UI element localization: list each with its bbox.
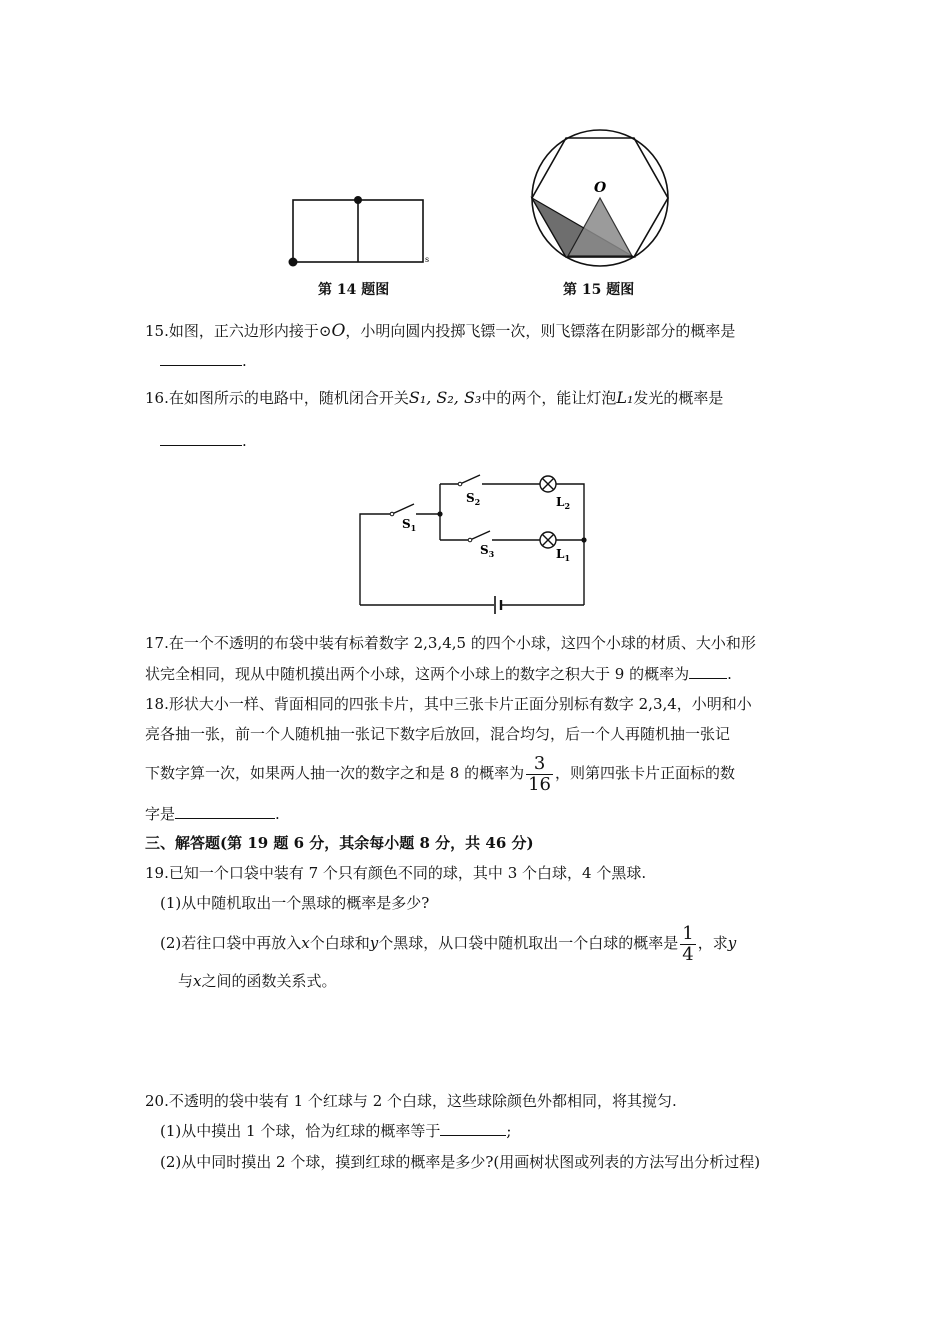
q19-stem: 19.已知一个口袋中装有 7 个只有颜色不同的球，其中 3 个白球，4 个黑球. bbox=[145, 864, 647, 882]
figure-15 bbox=[528, 126, 673, 271]
q15-end: . bbox=[242, 352, 247, 370]
q19-part-1: (1)从中随机取出一个黑球的概率是多少? bbox=[160, 894, 430, 912]
q19-var-y-2: y bbox=[727, 934, 737, 952]
circuit-diagram bbox=[350, 470, 600, 615]
q18-line-4 bbox=[145, 803, 280, 825]
q19-part-2-cont bbox=[178, 970, 337, 992]
switch-s1-pivot bbox=[390, 512, 394, 516]
q16-answer-line bbox=[160, 430, 247, 452]
q16-end: . bbox=[242, 432, 247, 450]
q17-line-1: 17.在一个不透明的布袋中装有标着数字 2,3,4,5 的四个小球，这四个小球的材质、大小和形 bbox=[145, 634, 756, 652]
switch-s2-pivot bbox=[458, 482, 462, 486]
q16-lamp: L₁ bbox=[616, 388, 634, 407]
q18-frac-den: 16 bbox=[528, 773, 551, 795]
label-l1: $L_1$ bbox=[556, 547, 571, 563]
q16-text-c: 发光的概率是 bbox=[633, 389, 724, 407]
fig14-caption: 第 14 题图 bbox=[318, 282, 390, 298]
q18-line-1: 18.形状大小一样、背面相同的四张卡片，其中三张卡片正面分别标有数字 2,3,4，小明和小 bbox=[145, 695, 752, 713]
q20-stem: 20.不透明的袋中装有 1 个红球与 2 个白球，这些球除颜色外都相同，将其搅匀. bbox=[145, 1092, 677, 1110]
q17-end: . bbox=[727, 665, 732, 683]
q18-blank[interactable] bbox=[175, 803, 275, 819]
q20-part-1 bbox=[160, 1120, 511, 1142]
switch-s2-blade bbox=[460, 475, 480, 484]
q16-switches: S₁, S₂, S₃ bbox=[408, 388, 482, 407]
q17-line-2-text: 状完全相同，现从中随机摸出两个小球，这两个小球上的数字之积大于 9 的概率为 bbox=[145, 665, 690, 683]
q19-p2-b: 个白球和 bbox=[309, 934, 370, 952]
q15-text-a: 15.如图，正六边形内接于⊙ bbox=[145, 322, 332, 340]
q19-frac-num: 1 bbox=[682, 922, 694, 944]
q15-var-o: O bbox=[331, 321, 346, 341]
q19-var-x-2: x bbox=[193, 972, 202, 990]
q19-p2-d: ，求 bbox=[697, 934, 728, 952]
q16-blank[interactable] bbox=[160, 430, 242, 446]
junction-dot-left bbox=[437, 511, 442, 516]
q18-line-3-b: ，则第四张卡片正面标的数 bbox=[555, 764, 736, 782]
label-s2: $S_2$ bbox=[466, 491, 481, 507]
q19-var-y: y bbox=[369, 934, 379, 952]
q17-blank[interactable] bbox=[689, 663, 727, 679]
fig15-caption: 第 15 题图 bbox=[563, 282, 635, 298]
q19-p3-b: 之间的函数关系式。 bbox=[201, 972, 337, 990]
q20-p1-end: ; bbox=[506, 1122, 512, 1140]
question-16 bbox=[145, 387, 723, 409]
q20-blank[interactable] bbox=[440, 1120, 506, 1136]
label-s3: $S_3$ bbox=[480, 543, 495, 559]
q20-p1-text: (1)从中摸出 1 个球，恰为红球的概率等于 bbox=[160, 1122, 441, 1140]
q19-fraction bbox=[680, 924, 695, 965]
fig15-center-label: O bbox=[594, 180, 607, 196]
q17-line-2 bbox=[145, 663, 732, 685]
figure-14 bbox=[285, 190, 435, 270]
q19-var-x: x bbox=[301, 934, 310, 952]
fig14-stray-mark: s bbox=[425, 255, 430, 264]
q19-p3-a: 与 bbox=[178, 972, 194, 990]
section-3-title: 三、解答题(第 19 题 6 分，其余每小题 8 分，共 46 分) bbox=[145, 834, 534, 852]
q18-end: . bbox=[275, 805, 280, 823]
q15-answer-line bbox=[160, 350, 247, 372]
q19-p2-c: 个黑球，从口袋中随机取出一个白球的概率是 bbox=[378, 934, 679, 952]
junction-dot-right bbox=[581, 537, 586, 542]
label-l2: $L_2$ bbox=[556, 495, 571, 511]
wire-left bbox=[360, 514, 392, 605]
question-15 bbox=[145, 320, 735, 342]
label-s1: $S_1$ bbox=[402, 517, 417, 533]
q16-text-a: 16.在如图所示的电路中，随机闭合开关 bbox=[145, 389, 409, 407]
q16-text-b: 中的两个，能让灯泡 bbox=[481, 389, 617, 407]
q19-p2-a: (2)若往口袋中再放入 bbox=[160, 934, 302, 952]
switch-s3-pivot bbox=[468, 538, 472, 542]
q18-frac-num: 3 bbox=[526, 754, 553, 775]
switch-s1-blade bbox=[392, 504, 414, 514]
fig14-dot-corner bbox=[289, 258, 298, 267]
q19-part-2 bbox=[160, 922, 736, 965]
q18-line-3 bbox=[145, 752, 735, 795]
q15-blank[interactable] bbox=[160, 350, 242, 366]
fig14-dot-top bbox=[354, 196, 362, 204]
q15-text-b: ，小明向圆内投掷飞镖一次，则飞镖落在阴影部分的概率是 bbox=[345, 322, 736, 340]
switch-s3-blade bbox=[470, 531, 490, 540]
q18-line-2: 亮各抽一张，前一个人随机抽一张记下数字后放回，混合均匀，后一个人再随机抽一张记 bbox=[145, 725, 731, 743]
q18-fraction bbox=[526, 754, 553, 795]
q18-line-4-text: 字是 bbox=[145, 805, 176, 823]
q18-line-3-a: 下数字算一次，如果两人抽一次的数字之和是 8 的概率为 bbox=[145, 764, 525, 782]
q19-frac-den: 4 bbox=[682, 943, 694, 965]
q20-part-2: (2)从中同时摸出 2 个球，摸到红球的概率是多少?(用画树状图或列表的方法写出分析过程) bbox=[160, 1153, 761, 1171]
